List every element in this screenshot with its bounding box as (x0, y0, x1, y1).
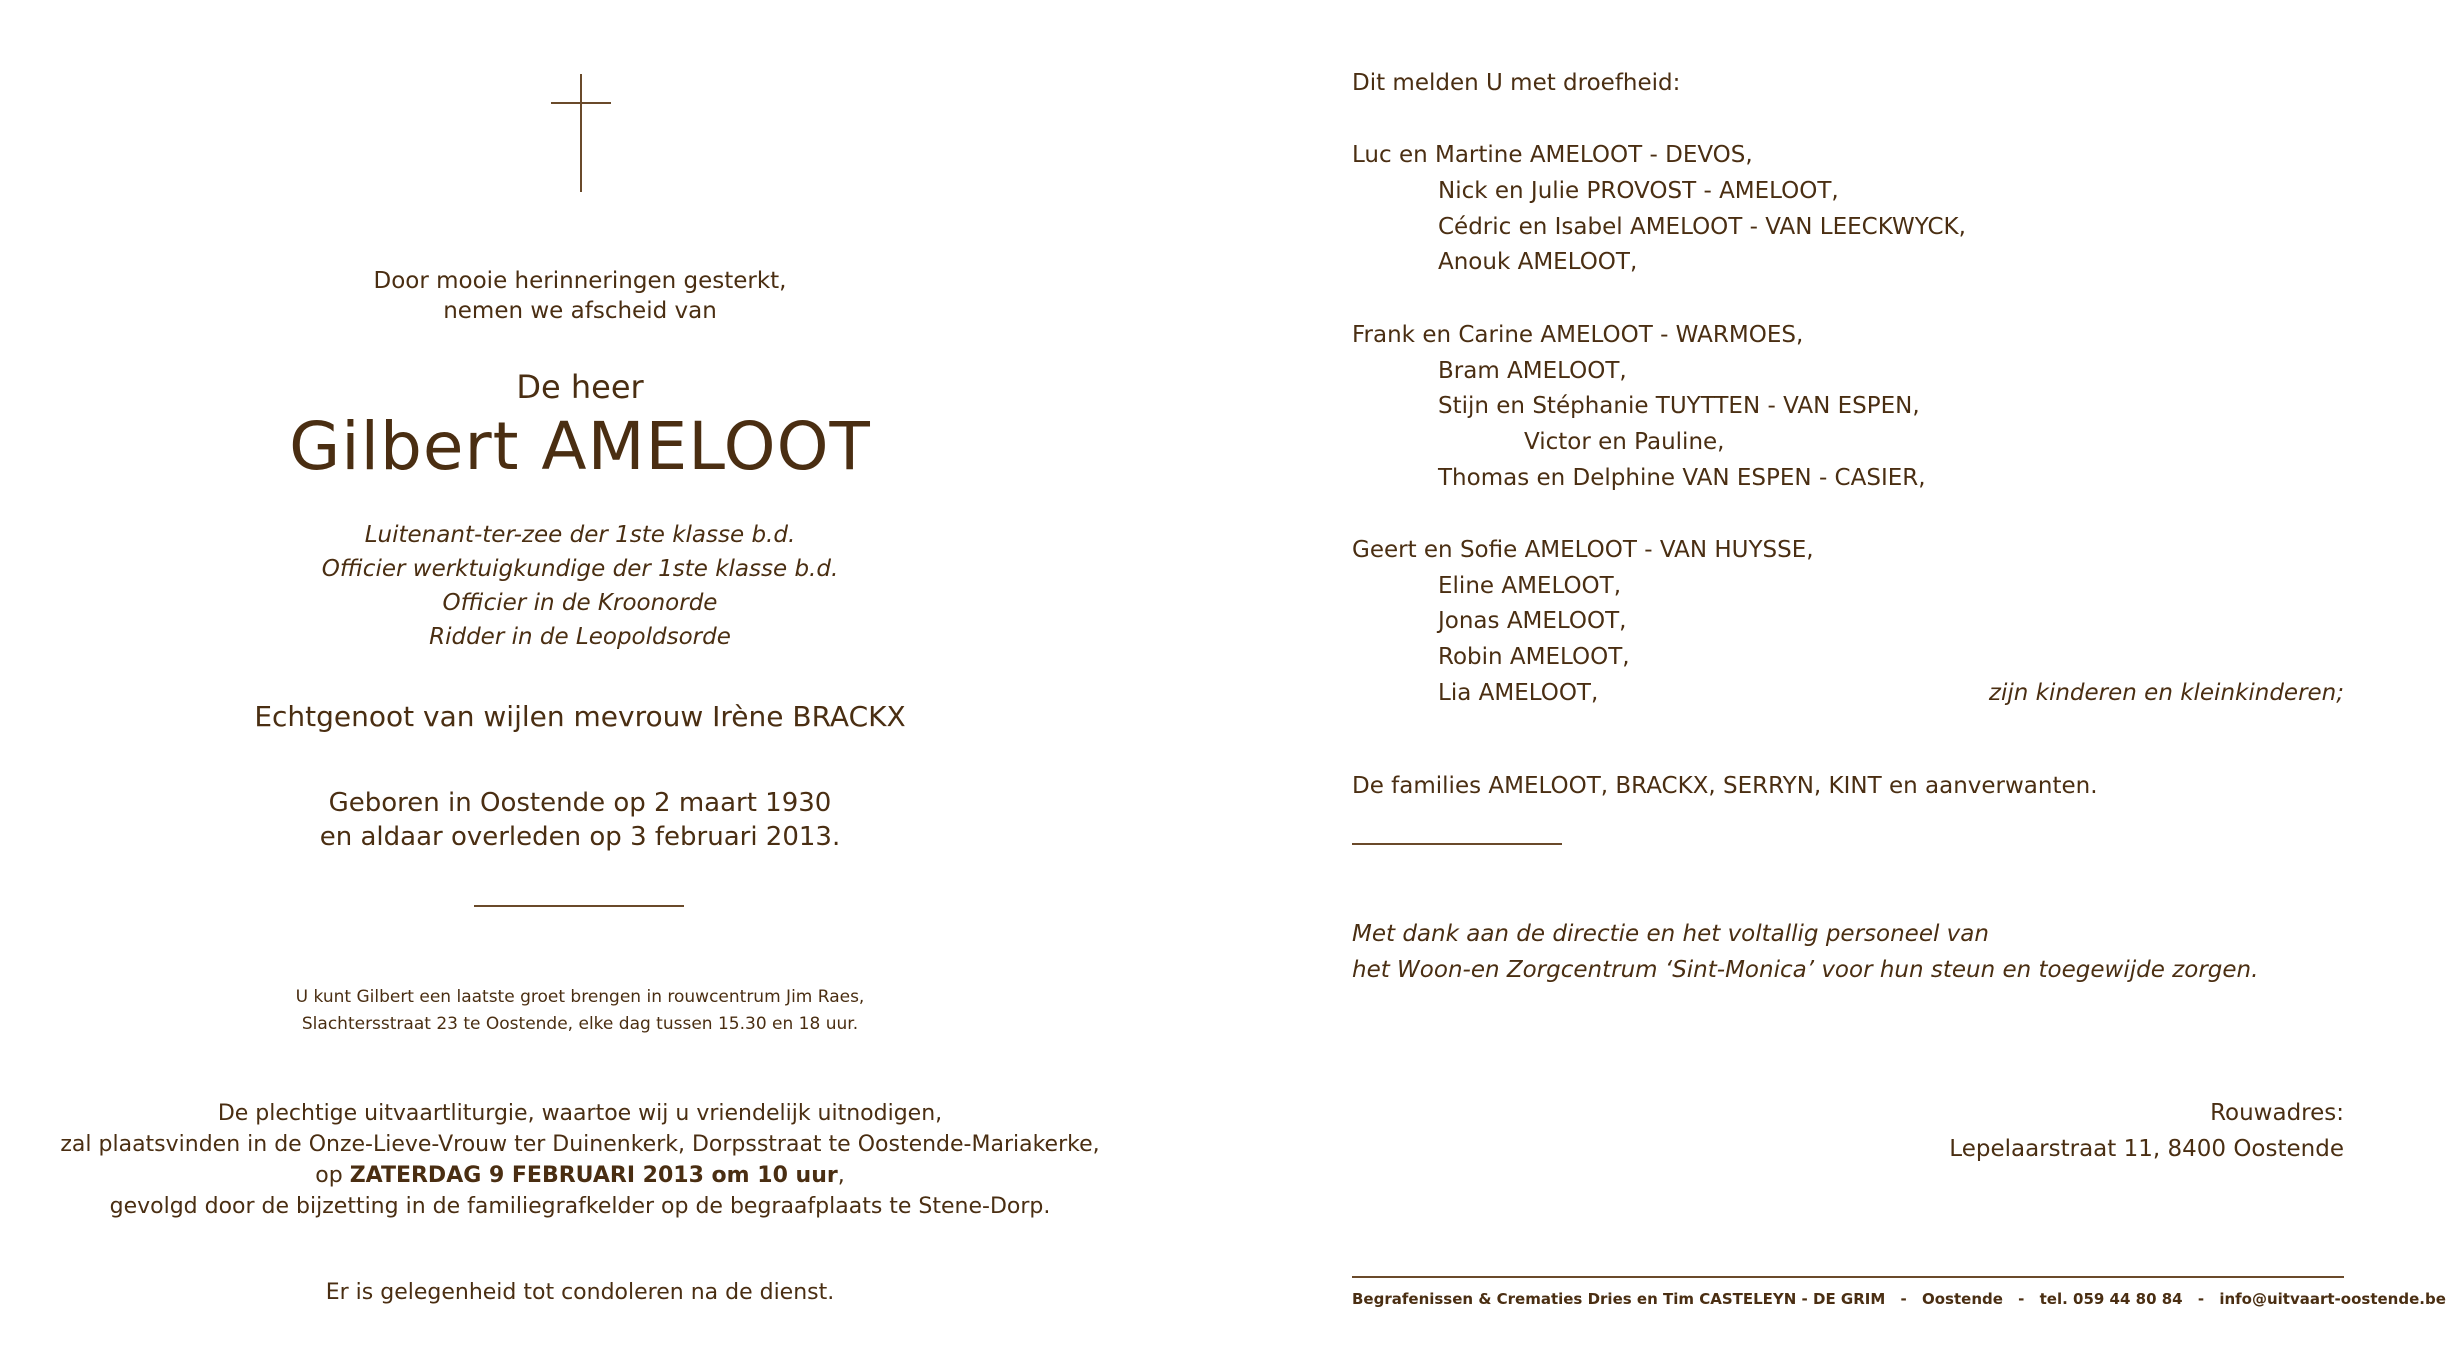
mourning-address (1949, 1095, 2344, 1167)
family-member: Anouk AMELOOT, (1438, 249, 1638, 275)
condolence-note: Er is gelegenheid tot condoleren na de dienst. (325, 1280, 835, 1305)
family-member: Frank en Carine AMELOOT - WARMOES, (1352, 322, 1804, 348)
announcement-heading: Dit melden U met droefheid: (1352, 70, 1681, 96)
extended-families: De families AMELOOT, BRACKX, SERRYN, KINT en aanverwanten. (1352, 773, 2098, 799)
salutation: De heer (516, 368, 644, 406)
visit-line: U kunt Gilbert een laatste groet brengen in rouwcentrum Jim Raes, (295, 987, 865, 1007)
funeral-line: gevolgd door de bijzetting in de familiegrafkelder op de begraafplaats te Stene-Dorp. (109, 1194, 1051, 1219)
funeral-company: Begrafenissen & Crematies Dries en Tim CASTELEYN - DE GRIM (1352, 1290, 1886, 1308)
family-member: Geert en Sofie AMELOOT - VAN HUYSSE, (1352, 537, 1814, 563)
birth-line: Geboren in Oostende op 2 maart 1930 (328, 788, 832, 818)
title-line: Officier in de Kroonorde (442, 590, 718, 616)
family-member: Eline AMELOOT, (1438, 573, 1622, 599)
family-member: Luc en Martine AMELOOT - DEVOS, (1352, 142, 1753, 168)
thanks-note (1352, 916, 2258, 988)
visitation-info (0, 984, 1160, 1038)
thanks-line: het Woon-en Zorgcentrum ‘Sint-Monica’ voor hun steun en toegewijde zorgen. (1352, 957, 2259, 983)
death-line: en aldaar overleden op 3 februari 2013. (319, 822, 841, 852)
family-member: Stijn en Stéphanie TUYTTEN - VAN ESPEN, (1438, 393, 1920, 419)
address-value: Lepelaarstraat 11, 8400 Oostende (1949, 1136, 2344, 1162)
footer-separator: - (2197, 1290, 2205, 1308)
intro-line: nemen we afscheid van (443, 298, 717, 324)
birth-death-dates (0, 786, 1160, 854)
deceased-name: Gilbert AMELOOT (289, 408, 871, 485)
funeral-info (0, 1098, 1160, 1222)
funeral-date-line (0, 1160, 1160, 1191)
family-member: Bram AMELOOT, (1438, 358, 1627, 384)
footer-email: info@uitvaart-oostende.be (2219, 1290, 2446, 1308)
footer-city: Oostende (1921, 1290, 2003, 1308)
footer-separator: - (2018, 1290, 2025, 1308)
intro-line: Door mooie herinneringen gesterkt, (373, 268, 787, 294)
footer (1352, 1290, 2446, 1308)
intro-text (0, 266, 1160, 326)
family-member: Cédric en Isabel AMELOOT - VAN LEECKWYCK, (1438, 214, 1966, 240)
divider (1352, 843, 1562, 845)
footer-phone: tel. 059 44 80 84 (2039, 1290, 2183, 1308)
funeral-line: De plechtige uitvaartliturgie, waartoe wij u vriendelijk uitnodigen, (217, 1101, 943, 1126)
family-member: Lia AMELOOT, (1438, 680, 1599, 706)
funeral-date: ZATERDAG 9 FEBRUARI 2013 om 10 uur (349, 1163, 838, 1188)
thanks-line: Met dank aan de directie en het voltallig personeel van (1352, 921, 1989, 947)
honorary-titles (0, 518, 1160, 654)
divider (474, 905, 684, 907)
spouse-line: Echtgenoot van wijlen mevrouw Irène BRACKX (254, 700, 906, 733)
family-member: Jonas AMELOOT, (1438, 608, 1627, 634)
title-line: Ridder in de Leopoldsorde (429, 624, 731, 650)
family-member: Victor en Pauline, (1524, 429, 1725, 455)
visit-line: Slachtersstraat 23 te Oostende, elke dag tussen 15.30 en 18 uur. (301, 1014, 859, 1034)
title-line: Luitenant-ter-zee der 1ste klasse b.d. (364, 522, 796, 548)
right-page (1192, 0, 2446, 1349)
funeral-line: zal plaatsvinden in de Onze-Lieve-Vrouw ter Duinenkerk, Dorpsstraat te Oostende-Mariakerke, (60, 1132, 1100, 1157)
relation-note: zijn kinderen en kleinkinderen; (1988, 680, 2344, 706)
footer-divider (1352, 1276, 2344, 1278)
footer-separator: - (1900, 1290, 1907, 1308)
cross-icon (551, 74, 611, 192)
family-member: Robin AMELOOT, (1438, 644, 1630, 670)
title-line: Officier werktuigkundige der 1ste klasse b.d. (321, 556, 839, 582)
funeral-date-suffix: , (837, 1163, 845, 1188)
left-page (0, 0, 1192, 1349)
family-member: Nick en Julie PROVOST - AMELOOT, (1438, 178, 1839, 204)
funeral-date-prefix: op (315, 1163, 350, 1188)
family-member: Thomas en Delphine VAN ESPEN - CASIER, (1438, 465, 1926, 491)
address-label: Rouwadres: (2210, 1100, 2344, 1126)
